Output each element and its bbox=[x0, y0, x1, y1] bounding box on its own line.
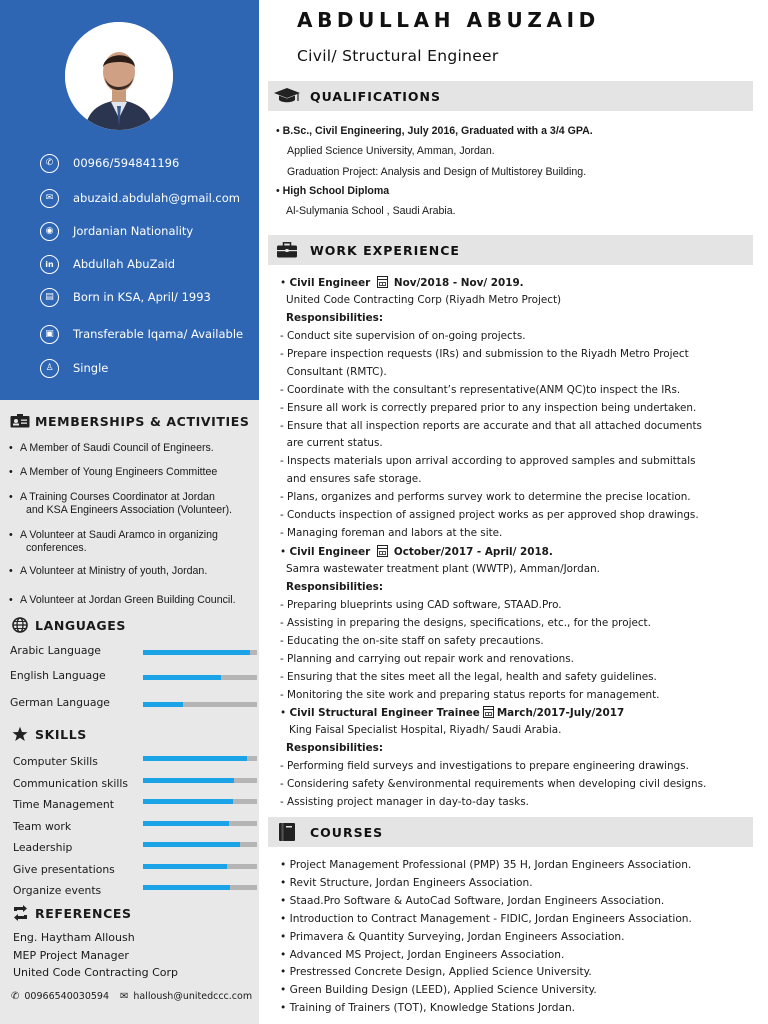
course-item bbox=[280, 1002, 575, 1014]
responsibility-line: - Educating the on-site staff on safety precautions. bbox=[280, 634, 544, 647]
course-item bbox=[280, 913, 692, 925]
responsibility-line: - Inspects materials upon arrival according to approved samples and submittals bbox=[280, 455, 696, 468]
phone-icon: ✆ bbox=[40, 154, 59, 173]
course-item bbox=[280, 949, 564, 961]
profile-photo bbox=[65, 22, 173, 130]
job-1-company: United Code Contracting Corp (Riyadh Metro Project) bbox=[286, 294, 562, 306]
reference-email[interactable]: ✉ halloush@unitedccc.com bbox=[120, 991, 253, 1002]
responsibility-line: - Monitoring the site work and preparing status reports for management. bbox=[280, 688, 660, 701]
job-1-responsibilities-label: Responsibilities: bbox=[286, 312, 383, 324]
contact-nationality bbox=[40, 220, 193, 242]
membership-item: • A Volunteer at Saudi Aramco in organizing bbox=[8, 529, 256, 542]
languages-heading: LANGUAGES bbox=[10, 617, 126, 633]
responsibility-line: - Assisting in preparing the designs, specifications, etc., for the project. bbox=[280, 616, 651, 629]
language-row bbox=[0, 667, 259, 687]
responsibility-line: - Assisting project manager in day-to-day tasks. bbox=[280, 795, 529, 808]
responsibility-line: and ensures safe storage. bbox=[280, 473, 422, 486]
language-row bbox=[0, 694, 259, 714]
course-text: Project Management Professional (PMP) 35 H, Jordan Engineers Association. bbox=[289, 859, 692, 871]
skill-label: Communication skills bbox=[13, 777, 129, 790]
skill-level-bar bbox=[143, 864, 257, 869]
skill-row bbox=[0, 882, 259, 902]
id-card-icon: ▤ bbox=[40, 288, 59, 307]
contact-linkedin[interactable] bbox=[40, 253, 175, 275]
calendar-icon bbox=[483, 706, 494, 718]
bullet: • bbox=[280, 966, 290, 979]
responsibility-line: - Considering safety &environmental requirements when developing civil designs. bbox=[280, 777, 707, 790]
skill-level-bar bbox=[143, 799, 257, 804]
bullet: • bbox=[280, 912, 290, 925]
membership-item-continued: and KSA Engineers Association (Volunteer). bbox=[26, 504, 233, 516]
job-1-title-line: • Civil Engineer Nov/2018 - Nov/ 2019. bbox=[280, 277, 524, 289]
course-text: Training of Trainers (TOT), Knowledge Stations Jordan. bbox=[289, 1002, 576, 1015]
responsibility-line: - Planning and carrying out repair work and renovations. bbox=[280, 652, 574, 665]
reference-name: Eng. Haytham Alloush bbox=[13, 931, 135, 944]
skill-level-bar bbox=[143, 821, 257, 826]
skill-level-fill bbox=[143, 799, 233, 804]
bullet: • bbox=[280, 984, 290, 997]
responsibility-line: are current status. bbox=[280, 437, 383, 450]
contact-email-text[interactable]: abuzaid.abdulah@gmail.com bbox=[73, 191, 240, 205]
book-icon bbox=[272, 821, 302, 843]
calendar-icon bbox=[377, 276, 388, 288]
skill-level-fill bbox=[143, 821, 229, 826]
skill-label: Time Management bbox=[13, 798, 114, 811]
contact-phone-text: 00966/594841196 bbox=[73, 156, 180, 170]
reference-phone: ✆ 00966540030594 bbox=[11, 991, 110, 1002]
responsibility-line: - Coordinate with the consultant’s representative(ANM QC)to inspect the IRs. bbox=[280, 383, 681, 396]
briefcase-icon bbox=[272, 239, 302, 261]
course-text: Revit Structure, Jordan Engineers Association. bbox=[289, 876, 533, 889]
job-3-company: King Faisal Specialist Hospital, Riyadh/ Saudi Arabia. bbox=[289, 724, 562, 736]
bullet: • bbox=[280, 1002, 290, 1015]
contact-phone bbox=[40, 152, 179, 174]
contact-linkedin-text[interactable]: Abdullah AbuZaid bbox=[73, 257, 176, 271]
skill-level-bar bbox=[143, 885, 257, 890]
location-pin-icon: ◉ bbox=[40, 222, 59, 241]
skill-level-bar bbox=[143, 756, 257, 761]
responsibility-line: - Conducts inspection of assigned project works as per approved shop drawings. bbox=[280, 509, 699, 521]
refresh-arrows-icon bbox=[10, 905, 30, 921]
skill-row bbox=[0, 818, 259, 838]
responsibility-line: - Performing field surveys and investigations to prepare engineering drawings. bbox=[280, 760, 689, 772]
course-item bbox=[280, 859, 691, 871]
skill-row bbox=[0, 796, 259, 816]
language-level-bar bbox=[143, 650, 257, 655]
bullet: • bbox=[280, 859, 290, 871]
person-icon: ♙ bbox=[40, 359, 59, 378]
globe-icon bbox=[10, 617, 30, 633]
language-label: German Language bbox=[10, 696, 110, 709]
contact-birth bbox=[40, 286, 211, 308]
skill-row bbox=[0, 861, 259, 881]
job-2-title-line: • Civil Engineer October/2017 - April/ 2018. bbox=[280, 546, 553, 558]
language-level-fill bbox=[143, 650, 250, 655]
job-3-title-line: • Civil Structural Engineer Trainee March/2017-July/2017 bbox=[280, 707, 625, 719]
responsibility-line: - Ensuring that the sites meet all the legal, health and safety guidelines. bbox=[280, 670, 657, 683]
skill-label: Team work bbox=[13, 820, 72, 833]
email-icon: ✉ bbox=[120, 991, 129, 1002]
course-item bbox=[280, 966, 592, 978]
language-level-bar bbox=[143, 675, 257, 680]
references-heading: REFERENCES bbox=[10, 905, 132, 921]
course-text: Primavera & Quantity Surveying, Jordan Engineers Association. bbox=[289, 930, 625, 943]
phone-icon: ✆ bbox=[11, 991, 20, 1002]
responsibility-line: Consultant (RMTC). bbox=[280, 365, 387, 378]
skill-row bbox=[0, 753, 259, 773]
skill-level-fill bbox=[143, 778, 234, 783]
course-text: Introduction to Contract Management - FIDIC, Jordan Engineers Association. bbox=[289, 912, 692, 925]
bullet: • bbox=[280, 930, 290, 943]
contact-nationality-text: Jordanian Nationality bbox=[73, 224, 194, 238]
qualification-university: Applied Science University, Amman, Jordan. bbox=[287, 145, 495, 157]
course-item bbox=[280, 984, 597, 996]
language-level-fill bbox=[143, 702, 183, 707]
membership-item: • A Member of Saudi Council of Engineers. bbox=[8, 442, 256, 455]
responsibility-line: - Ensure all work is correctly prepared prior to any inspection being undertaken. bbox=[280, 401, 697, 414]
skill-label: Organize events bbox=[13, 884, 102, 897]
qualifications-heading: QUALIFICATIONS bbox=[268, 81, 753, 111]
bullet: • bbox=[280, 876, 290, 889]
skill-label: Computer Skills bbox=[13, 755, 98, 768]
contact-status-text: Single bbox=[73, 361, 109, 375]
course-item bbox=[280, 877, 533, 889]
responsibility-line: - Plans, organizes and performs survey work to determine the precise location. bbox=[280, 491, 691, 504]
responsibility-line: - Preparing blueprints using CAD software, STAAD.Pro. bbox=[280, 599, 562, 611]
language-row bbox=[0, 642, 259, 662]
membership-item: • A Volunteer at Jordan Green Building Council. bbox=[8, 594, 256, 607]
membership-item: • A Volunteer at Ministry of youth, Jordan. bbox=[8, 565, 256, 578]
skills-heading: SKILLS bbox=[10, 726, 87, 742]
skill-level-fill bbox=[143, 864, 227, 869]
course-item bbox=[280, 895, 664, 907]
responsibility-line: - Managing foreman and labors at the site. bbox=[280, 526, 503, 539]
bullet: • bbox=[280, 948, 290, 961]
responsibility-line: - Ensure that all inspection reports are accurate and that all attached documents bbox=[280, 419, 702, 432]
contact-iqama bbox=[40, 323, 243, 345]
reference-company: United Code Contracting Corp bbox=[13, 966, 179, 979]
job-2-company: Samra wastewater treatment plant (WWTP), Amman/Jordan. bbox=[286, 563, 600, 575]
id-card-icon bbox=[10, 413, 30, 429]
linkedin-icon: in bbox=[40, 255, 59, 274]
skill-level-fill bbox=[143, 842, 240, 847]
skill-row bbox=[0, 775, 259, 795]
contact-status bbox=[40, 357, 108, 379]
contact-email[interactable] bbox=[40, 187, 240, 209]
candidate-name: ABDULLAH ABUZAID bbox=[297, 8, 600, 32]
course-text: Staad.Pro Software & AutoCad Software, Jordan Engineers Association. bbox=[289, 894, 665, 907]
qualification-degree: • B.Sc., Civil Engineering, July 2016, Graduated with a 3/4 GPA. bbox=[276, 125, 593, 137]
membership-item: • A Member of Young Engineers Committee bbox=[8, 466, 256, 479]
id-badge-icon: ▣ bbox=[40, 325, 59, 344]
skill-row bbox=[0, 839, 259, 859]
language-label: Arabic Language bbox=[10, 644, 101, 657]
skill-level-fill bbox=[143, 885, 230, 890]
skill-label: Give presentations bbox=[13, 863, 115, 876]
courses-heading: COURSES bbox=[268, 817, 753, 847]
membership-item: • A Training Courses Coordinator at Jordan bbox=[8, 491, 256, 504]
work-experience-heading: WORK EXPERIENCE bbox=[268, 235, 753, 265]
skill-level-bar bbox=[143, 842, 257, 847]
language-level-bar bbox=[143, 702, 257, 707]
qualification-highschool: • High School Diploma bbox=[276, 185, 390, 197]
course-text: Prestressed Concrete Design, Applied Science University. bbox=[289, 966, 592, 979]
reference-position: MEP Project Manager bbox=[13, 949, 129, 962]
email-icon: ✉ bbox=[40, 189, 59, 208]
skill-level-bar bbox=[143, 778, 257, 783]
candidate-role: Civil/ Structural Engineer bbox=[297, 47, 499, 65]
course-text: Green Building Design (LEED), Applied Science University. bbox=[289, 984, 597, 997]
course-item bbox=[280, 931, 625, 943]
star-icon bbox=[10, 726, 30, 742]
responsibility-line: - Prepare inspection requests (IRs) and submission to the Riyadh Metro Project bbox=[280, 347, 689, 360]
skill-level-fill bbox=[143, 756, 247, 761]
job-3-responsibilities-label: Responsibilities: bbox=[286, 742, 383, 754]
graduation-cap-icon bbox=[272, 85, 302, 107]
qualification-school: Al-Sulymania School , Saudi Arabia. bbox=[286, 205, 456, 217]
contact-birth-text: Born in KSA, April/ 1993 bbox=[73, 290, 211, 304]
language-label: English Language bbox=[10, 669, 106, 682]
contact-iqama-text: Transferable Iqama/ Available bbox=[73, 327, 244, 341]
skill-label: Leadership bbox=[13, 841, 73, 854]
bullet: • bbox=[280, 894, 290, 907]
course-text: Advanced MS Project, Jordan Engineers Association. bbox=[289, 948, 565, 961]
calendar-icon bbox=[377, 545, 388, 557]
membership-item-continued: conferences. bbox=[26, 542, 87, 554]
job-2-responsibilities-label: Responsibilities: bbox=[286, 581, 383, 593]
qualification-project: Graduation Project: Analysis and Design of Multistorey Building. bbox=[287, 166, 587, 178]
memberships-heading: MEMBERSHIPS & ACTIVITIES bbox=[10, 413, 249, 429]
responsibility-line: - Conduct site supervision of on-going projects. bbox=[280, 330, 526, 342]
language-level-fill bbox=[143, 675, 221, 680]
